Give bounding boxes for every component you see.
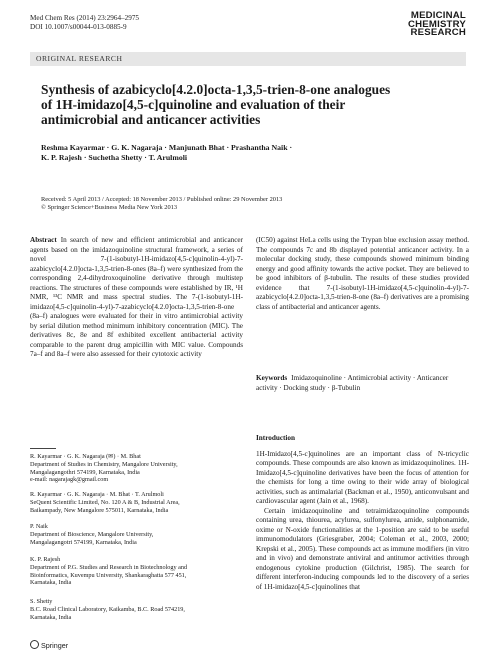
logo-line: RESEARCH	[410, 27, 466, 39]
springer-horse-icon	[30, 640, 39, 649]
keywords-text: Imidazoquinoline · Antimicrobial activity · Anticancer activity · Docking study · β-Tubulin	[256, 374, 449, 392]
author-line: Reshma Kayarmar · G. K. Nagaraja · Manjunath Bhat · Prashantha Naik ·	[41, 143, 293, 152]
publisher-footer	[30, 640, 68, 650]
affiliation-line: S. Shetty	[30, 598, 53, 605]
article-title	[41, 82, 461, 127]
logo-line: CHEMISTRY	[408, 18, 466, 30]
affiliation-line: K. P. Rajesh	[30, 556, 61, 563]
publication-history	[41, 196, 461, 212]
introduction	[256, 434, 469, 592]
affiliation-line: Karnataka, India	[30, 613, 72, 621]
introduction-heading: Introduction	[256, 434, 296, 442]
doi: DOI 10.1007/s00044-013-0885-9	[30, 23, 127, 31]
affiliation-line: P. Naik	[30, 523, 48, 530]
footnote-divider	[30, 448, 56, 449]
affiliation-email: e-mail: nagarajagk@gmail.com	[30, 476, 109, 484]
title-line: Synthesis of azabicyclo[4.2.0]octa-1,3,5-trien-8-one analogues	[41, 82, 391, 97]
affiliation-line: Mangalagangothri 574199, Karnataka, India	[30, 468, 140, 476]
affiliation-line: R. Kayarmar · G. K. Nagaraja (✉) · M. Bhat	[30, 453, 141, 460]
article-type: ORIGINAL RESEARCH	[36, 54, 123, 63]
abstract-text: In search of new and efficient antimicrobial and anticancer agents based on the imidazoquinoline structural framework, a series of novel 7-(1-isobutyl-1H-imidazo[4,5-c]quinolin-4-yl)-7-azabicyclo[4.2.0]octa-1,3,5-trien-8-ones (8a–f) were synthesized from the corresponding 2,4-dihydroxoquinoline derivative through multistep reactions. The structures of these compounds were established by IR, ¹H NMR, ¹³C NMR and mass spectral studies. The 7-(1-isobutyl-1H-imidazo[4,5-c]quinolin-4-yl)-7-azabicyclo[4.2.0]octa-1,3,5-trien-8-one (8a–f) analogues were evaluated for their in vitro antimicrobial activity by serial dilution method minimum inhibitory concentration (MIC). The derivatives 8c, 8e and 8f exhibited excellent antibacterial activity comparable to the parent drug ampicillin with MIC value. Compounds 7a–f and 8a–f were also assessed for their cytotoxic activity	[30, 236, 243, 358]
affiliation	[30, 523, 243, 546]
affiliation	[30, 556, 243, 587]
affiliation-line: Baikampady, New Mangalore 575011, Karnataka, India	[30, 506, 169, 514]
copyright-line: © Springer Science+Business Media New York 2013	[41, 204, 178, 211]
abstract-continued	[256, 236, 469, 312]
affiliation	[30, 453, 243, 484]
affiliation	[30, 598, 243, 621]
affiliation-line: SeQuent Scientific Limited, No. 120 A & B, Industrial Area,	[30, 498, 180, 506]
title-line: antimicrobial and anticancer activities	[41, 112, 261, 127]
dates-line: Received: 5 April 2013 / Accepted: 18 November 2013 / Published online: 29 November 2013	[41, 196, 283, 203]
affiliation-line: Bioinformatics, Kuvempu University, Shankaraghatta 577 451,	[30, 571, 187, 579]
affiliation-line: Karnataka, India	[30, 579, 72, 587]
abstract-continued-text: (IC50) against HeLa cells using the Trypan blue exclusion assay method. The compounds 7c and 8b displayed potential anticancer activity. In a molecular docking study, these compounds showed minimum binding energy and good affinity towards the active pocket. They are believed to be good inhibitors of β-tubulin. The results of these studies provided evidence that 7-(1-isobutyl-1H-imidazo[4,5-c]quinolin-4-yl)-7-azabicyclo[4.2.0]octa-1,3,5-trien-8-one (8a–f) derivatives are a promising class of antibacterial and anticancer agents.	[256, 236, 469, 311]
journal-header	[30, 14, 139, 32]
affiliation-line: Department of P.G. Studies and Research in Biotechnology and	[30, 563, 188, 571]
affiliation-line: B.C. Road Clinical Laboratory, Kaikamba, B.C. Road 574219,	[30, 605, 185, 613]
abstract-label: Abstract	[30, 236, 57, 244]
abstract	[30, 236, 243, 360]
author-list	[41, 143, 461, 163]
journal-logo	[408, 12, 466, 38]
title-line: of 1H-imidazo[4,5-c]quinoline and evaluation of their	[41, 97, 346, 112]
introduction-paragraph: 1H-Imidazo[4,5-c]quinolines are an important class of N-tricyclic compounds. These compounds are also known as imidazoquinolines. 1H-Imidazo[4,5-c]quinoline derivatives have been the focus of attention for the chemists for long a time owing to their wide array of biological activities, such as antimalarial (Backman et al., 1950), anticonvulsant and cardiovascular agent (Jain et al., 1968).	[256, 449, 469, 505]
affiliation-line: R. Kayarmar · G. K. Nagaraja · M. Bhat · T. Arulmoli	[30, 491, 164, 498]
affiliation-line: Department of Bioscience, Mangalore University,	[30, 530, 154, 538]
affiliation-line: Department of Studies in Chemistry, Mangalore University,	[30, 460, 178, 468]
introduction-paragraph: Certain imidazoquinoline and tetraimidazoquinoline compounds containing urea, thiourea, acylurea, sulfonylurea, amide, sulphonamide, oxime or N-oxide functionalities at the 1-position are said to be useful immunomodulators (Griesgraber, 2004; Coleman et al., 2003, 2000; Krepski et al., 2005). These compounds act as immune modifiers (in vitro and in vivo) and demonstrate antiviral and antitumor activities through endogenous cytokine production (Gilchrist, 1985). The search for different interferon-inducing compounds led to the discovery of a series of 1H-imidazo[4,5-c]quinolines that	[256, 506, 469, 591]
publisher-name: Springer	[41, 641, 69, 650]
author-line: K. P. Rajesh · Suchetha Shetty · T. Arulmoli	[41, 153, 188, 162]
journal-citation: Med Chem Res (2014) 23:2964–2975	[30, 14, 140, 22]
keywords	[256, 374, 469, 393]
affiliation-line: Mangalagangotri 574199, Karnataka, India	[30, 538, 137, 546]
article-type-banner	[30, 52, 466, 66]
keywords-label: Keywords	[256, 374, 288, 382]
affiliation	[30, 491, 243, 514]
logo-line: MEDICINAL	[410, 10, 466, 21]
